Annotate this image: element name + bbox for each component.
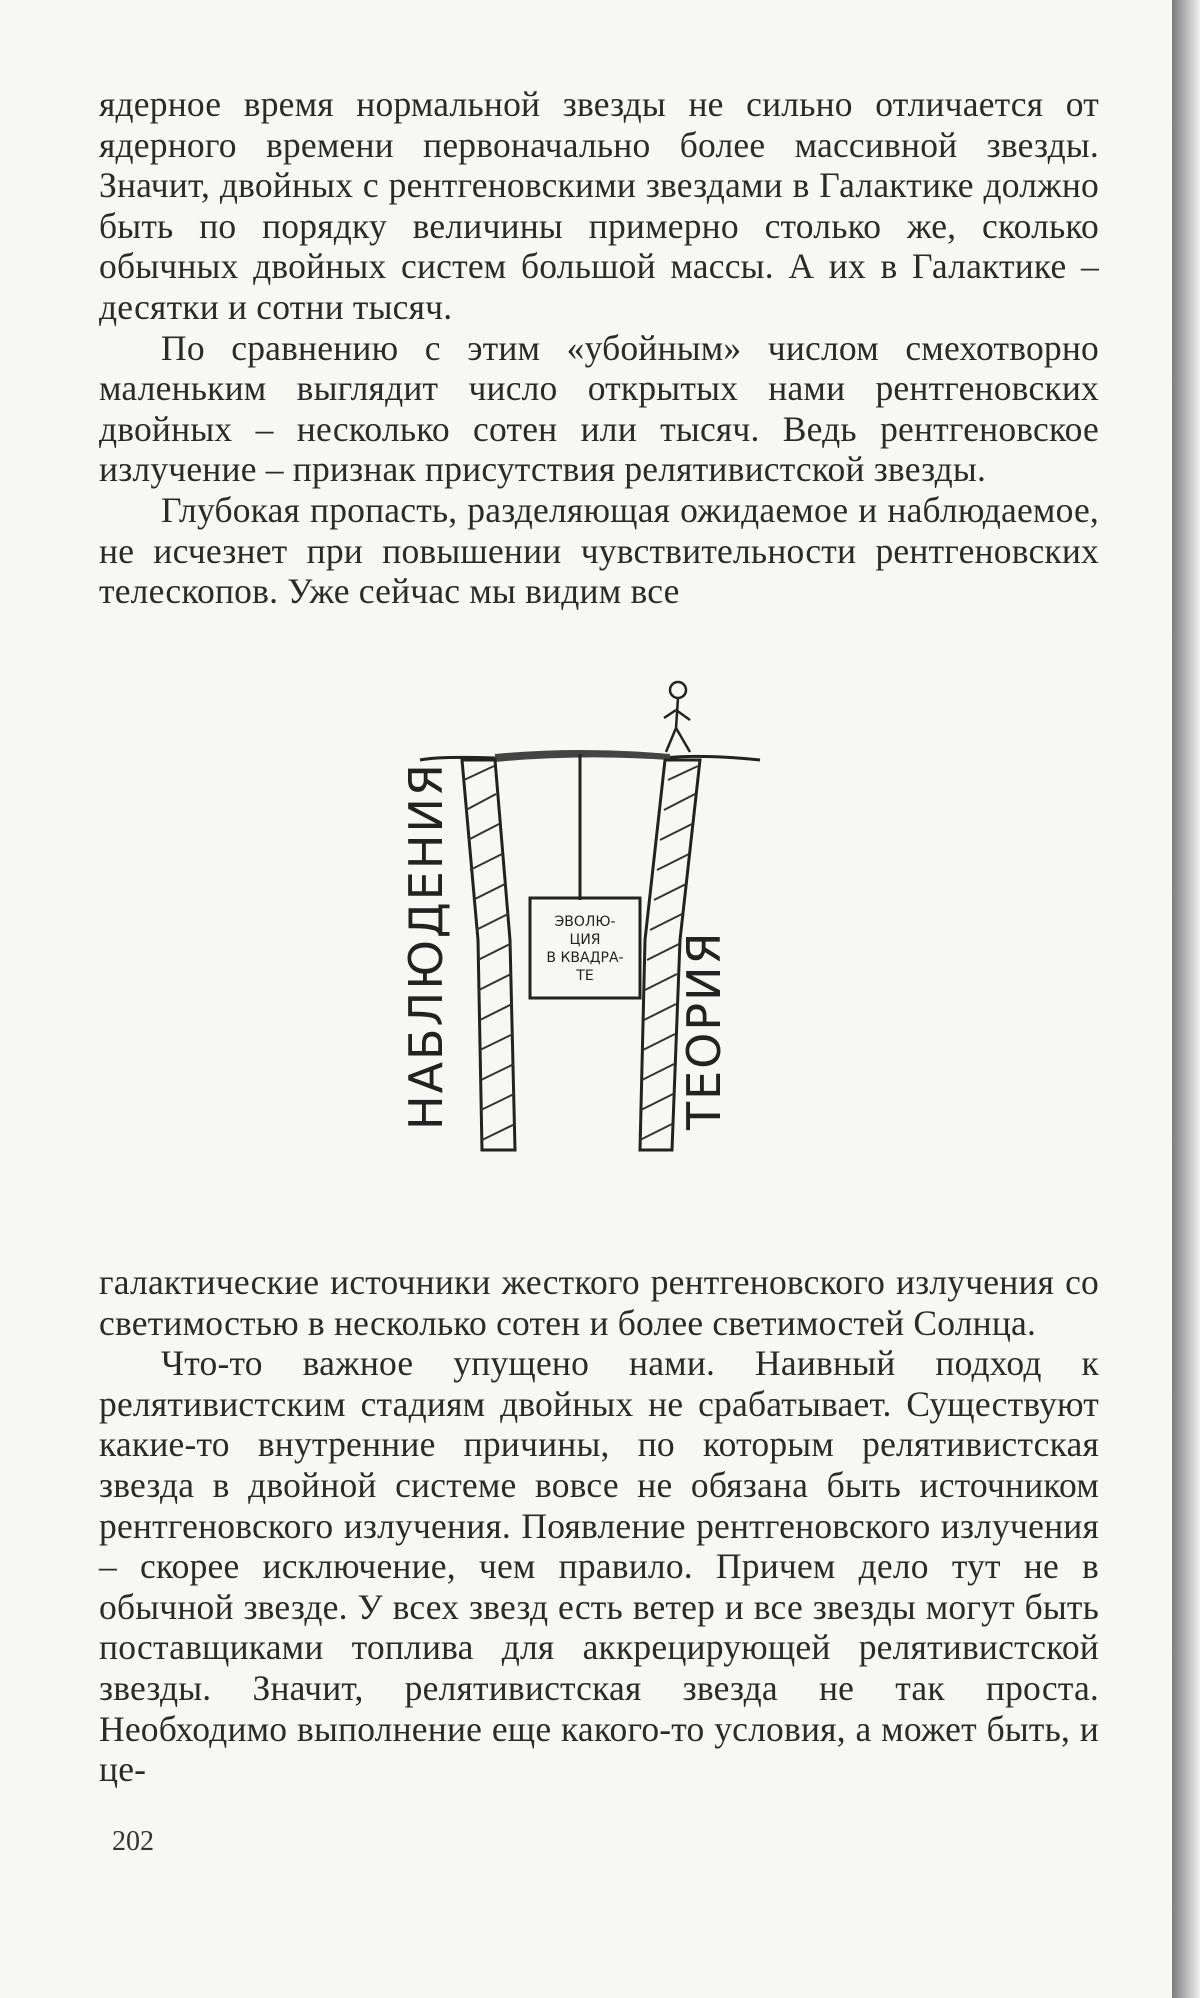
top-text-block xyxy=(99,84,1099,612)
label-theory: ТЕОРИЯ xyxy=(677,930,731,1130)
page-number: 202 xyxy=(112,1826,154,1857)
label-observations: НАБЛЮДЕНИЯ xyxy=(399,762,453,1130)
paragraph: Глубокая пропасть, разделяющая ожидаемое и наблюдаемое, не исчезнет при повышении чувствительности рентгеновских телескопов. Уже сейчас мы видим все xyxy=(99,489,1099,612)
illustration-chasm xyxy=(400,680,760,1200)
sign-line: ЭВОЛЮ- xyxy=(554,914,616,930)
paragraph: ядерное время нормальной звезды не сильно отличается от ядерного времени первоначально более массивной звезды. Значит, двойных с рентгеновскими звездами в Галактике должно быть по порядку величины примерно столько же, сколько обычных двойных систем большой массы. А их в Галактике – десятки и сотни тысяч. xyxy=(99,84,1099,327)
sign-line: ЦИЯ xyxy=(569,932,601,948)
left-wall-hatching xyxy=(464,766,515,1140)
sign-line: В КВАДРА- xyxy=(546,950,624,966)
bottom-text-block xyxy=(99,1262,1099,1790)
stick-figure xyxy=(664,682,690,752)
chasm-drawing xyxy=(400,680,760,1200)
page-edge-shadow xyxy=(1172,0,1200,1998)
paragraph: Что-то важное упущено нами. Наивный подход к релятивистским стадиям двойных не срабатывает. Существуют какие-то внутренние причины, по которым релятивистская звезда в двойной системе вовсе не обязана быть источником рентгеновского излучения. Появление рентгеновского излучения – скорее исключение, чем правило. Причем дело тут не в обычной звезде. У всех звезд есть ветер и все звезды могут быть поставщиками топлива для аккрецирующей релятивистской звезды. Значит, релятивистская звезда не так проста. Необходимо выполнение еще какого-то условия, а может быть, и це- xyxy=(99,1343,1099,1790)
paragraph: По сравнению с этим «убойным» числом смехотворно маленьким выглядит число открытых нами рентгеновских двойных – несколько сотен или тысяч. Ведь рентгеновское излучение – признак присутствия релятивистской звезды. xyxy=(99,327,1099,490)
bridge xyxy=(495,750,670,762)
paragraph: галактические источники жесткого рентгеновского излучения со светимостью в несколько сотен и более светимостей Солнца. xyxy=(99,1262,1099,1343)
sign-line: ТЕ xyxy=(576,968,594,984)
